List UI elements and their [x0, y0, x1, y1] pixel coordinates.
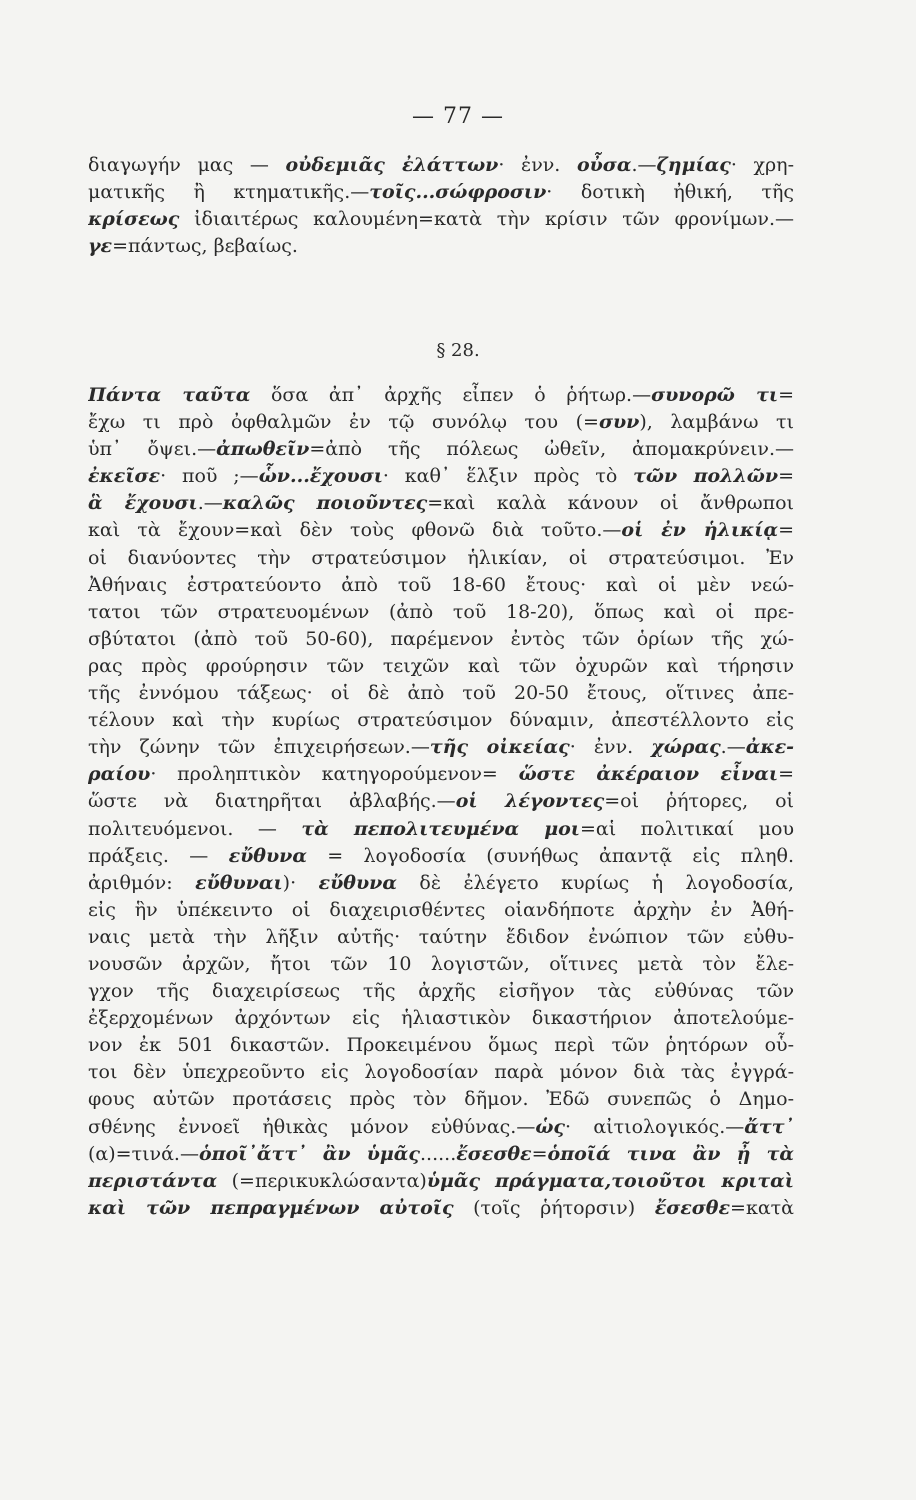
text-line [88, 382, 794, 409]
gloss-text: ἰδιαιτέρως καλουμένη=κατὰ τὴν κρίσιν τῶν φρονίμων.— [179, 208, 794, 231]
headword-term: οἱ ἐν ἡλικίᾳ [621, 519, 779, 542]
gloss-text: (τοῖς ῥήτορσιν) [453, 1196, 655, 1219]
headword-term: ὁποῖ᾽ἄττ᾽ ἂν ὑμᾶς [198, 1142, 420, 1165]
text-line [88, 978, 794, 1005]
paragraph-gloss-continuation [88, 152, 794, 260]
text-line [88, 843, 794, 870]
gloss-text: γχον τῆς διαχειρίσεως τῆς ἀρχῆς εἰσῆγον τὰς εὐθύνας τῶν [88, 980, 794, 1003]
text-line [88, 870, 794, 897]
gloss-text: ὅσα ἀπ᾽ ἀρχῆς εἶπεν ὁ ῥήτωρ.— [250, 384, 652, 406]
text-line [88, 436, 794, 463]
text-line [88, 1005, 794, 1032]
headword-term: γε [88, 235, 113, 258]
gloss-text: ματικῆς ἢ κτηματικῆς.— [88, 181, 370, 204]
text-line [88, 517, 794, 544]
headword-term: συν [598, 411, 640, 434]
headword-term: ἃ ἔχουσι [88, 492, 198, 515]
gloss-text: Ἀθήναις ἐστρατεύοντο ἀπὸ τοῦ 18-60 ἔτους· καὶ οἱ μὲν νεώ- [88, 573, 794, 596]
gloss-text: δὲ ἐλέγετο κυρίως ἡ λογοδοσία, [396, 871, 794, 894]
text-line [88, 1168, 794, 1195]
gloss-text: τατοι τῶν στρατευομένων (ἀπὸ τοῦ 18-20), ὅπως καὶ οἱ πρε- [88, 600, 794, 623]
text-line [88, 545, 794, 572]
text-line [88, 1141, 794, 1168]
gloss-text: =καὶ καλὰ κάνουν οἱ ἄνθρωποι [427, 492, 794, 515]
gloss-text: ἔχω τι πρὸ ὀφθαλμῶν ἐν τῷ συνόλῳ του (= [88, 411, 599, 434]
headword-term: τὰ πεπολιτευμένα μοι [301, 817, 580, 840]
gloss-text: · δοτικὴ ἠθική, τῆς [546, 181, 794, 204]
headword-term: ἄττ᾽ [744, 1115, 794, 1138]
gloss-text: φους αὐτῶν προτάσεις πρὸς τὸν δῆμον. Ἐδῶ συνεπῶς ὁ Δημο- [88, 1088, 794, 1111]
text-line [88, 152, 794, 179]
headword-term: Πάντα ταῦτα [88, 384, 251, 406]
gloss-text: · χρη- [730, 154, 794, 176]
gloss-text: · αἰτιολογικός.— [565, 1115, 745, 1138]
gloss-text: · καθ᾽ ἕλξιν πρὸς τὸ [382, 465, 634, 488]
headword-term: τῶν πολλῶν [633, 465, 779, 488]
text-line [88, 1195, 794, 1222]
gloss-text: =πάντως, βεβαίως. [112, 235, 298, 258]
gloss-text: =κατὰ [730, 1196, 794, 1219]
gloss-text: =αἱ πολιτικαί μου [579, 817, 794, 840]
headword-term: τοῖς...σώφροσιν [369, 181, 547, 204]
headword-term: συνορῶ τι [651, 384, 779, 406]
gloss-text: (α)=τινά.— [88, 1142, 199, 1165]
gloss-text: οἱ διανύοντες τὴν στρατεύσιμον ἡλικίαν, οἱ στρατεύσιμοι. Ἐν [88, 546, 794, 569]
headword-term: ἔσεσθε [456, 1142, 532, 1165]
text-line [88, 897, 794, 924]
text-line [88, 626, 794, 653]
gloss-text: τέλουν καὶ τὴν κυρίως στρατεύσιμον δύναμιν, ἀπεστέλλοντο εἰς [88, 709, 794, 732]
gloss-text: νουσῶν ἀρχῶν, ἤτοι τῶν 10 λογιστῶν, οἵτινες μετὰ τὸν ἔλε- [88, 952, 794, 975]
gloss-text: = [778, 465, 794, 488]
text-line [88, 599, 794, 626]
gloss-text: · προληπτικὸν κατηγορούμενον= [150, 763, 519, 786]
section-heading: § 28. [436, 340, 480, 361]
text-line [88, 409, 794, 436]
gloss-text: .— [631, 154, 657, 176]
text-line [88, 680, 794, 707]
text-line [88, 490, 794, 517]
headword-term: περιστάντα [88, 1169, 218, 1192]
headword-term: κρίσεως [88, 208, 180, 231]
gloss-text: νον ἐκ 501 δικαστῶν. Προκειμένου ὅμως περὶ τῶν ῥητόρων οὗ- [88, 1034, 794, 1057]
gloss-text: εἰς ἣν ὑπέκειντο οἱ διαχειρισθέντες οἱανδήποτε ἀρχὴν ἐν Ἀθή- [88, 898, 794, 921]
gloss-text: τοι δὲν ὑπεχρεοῦντο εἰς λογοδοσίαν παρὰ μόνον διὰ τὰς ἐγγρά- [88, 1061, 794, 1084]
headword-term: ἀπωθεῖν [216, 438, 310, 461]
headword-term: οὐδεμιᾶς ἐλάττων [285, 154, 499, 176]
gloss-text: ...... [420, 1142, 457, 1165]
headword-term: ὧν...ἔχουσι [258, 465, 383, 488]
gloss-text: ), λαμβάνω τι [639, 411, 794, 434]
text-line [88, 816, 794, 843]
headword-term: καὶ τῶν πεπραγμένων αὐτοῖς [88, 1196, 454, 1219]
paragraph-section-28 [88, 382, 794, 1222]
text-line [88, 206, 794, 233]
gloss-text: πολιτευόμενοι. — [88, 817, 302, 840]
text-line [88, 463, 794, 490]
gloss-text: · ποῦ ;— [160, 465, 259, 488]
gloss-text: )· [282, 871, 319, 894]
text-line [88, 179, 794, 206]
text-line [88, 572, 794, 599]
text-line [88, 1059, 794, 1086]
headword-term: ὥστε ἀκέραιον εἶναι [518, 763, 779, 786]
gloss-text: σβύτατοι (ἀπὸ τοῦ 50-60), παρέμενον ἐντὸς τῶν ὁρίων τῆς χώ- [88, 627, 794, 650]
gloss-text: .— [197, 492, 223, 515]
gloss-text: =ἀπὸ τῆς πόλεως ὠθεῖν, ἀπομακρύνειν.— [309, 438, 794, 461]
gloss-text: = [778, 384, 794, 406]
text-line [88, 653, 794, 680]
gloss-text: ὥστε νὰ διατηρῆται ἀβλαβής.— [88, 790, 456, 813]
page-number: — 77 — [412, 104, 504, 129]
headword-term: ζημίας [656, 154, 731, 176]
gloss-text: = [778, 519, 794, 542]
headword-term: ὡς [535, 1115, 566, 1138]
gloss-text: · ἐνν. [498, 154, 577, 176]
headword-term: οὖσα [576, 154, 632, 176]
headword-term: εὔθυνα [228, 844, 307, 867]
gloss-text: τὴν ζώνην τῶν ἐπιχειρήσεων.— [88, 736, 430, 759]
gloss-text: ναις μετὰ τὴν λῆξιν αὐτῆς· ταύτην ἔδιδον ἐνώπιον τῶν εὐθυ- [88, 925, 794, 948]
gloss-text: ἀριθμόν: [88, 871, 196, 894]
gloss-text: = [531, 1142, 548, 1165]
headword-term: ἀκε- [745, 736, 794, 759]
text-line [88, 761, 794, 788]
text-line [88, 233, 794, 260]
gloss-text: διαγωγήν μας — [88, 154, 286, 176]
headword-term: τῆς οἰκείας [429, 736, 570, 759]
text-line [88, 734, 794, 761]
gloss-text: ρας πρὸς φρούρησιν τῶν τειχῶν καὶ τῶν ὀχυρῶν καὶ τήρησιν [88, 654, 794, 677]
gloss-text: · ἐνν. [569, 736, 652, 759]
gloss-text: καὶ τὰ ἔχουν=καὶ δὲν τοὺς φθονῶ διὰ τοῦτο.— [88, 519, 622, 542]
headword-term: εὔθυναι [195, 871, 283, 894]
text-line [88, 951, 794, 978]
text-line [88, 1114, 794, 1141]
headword-term: εὔθυνα [318, 871, 397, 894]
text-line [88, 707, 794, 734]
headword-term: ὑμᾶς πράγματα,τοιοῦτοι κριταὶ [426, 1169, 794, 1192]
text-line [88, 1032, 794, 1059]
headword-term: ραίου [88, 763, 151, 786]
text-line [88, 1086, 794, 1113]
gloss-text: = λογοδοσία (συνήθως ἀπαντᾷ εἰς πληθ. [306, 844, 794, 867]
text-line [88, 924, 794, 951]
gloss-text: ἐξερχομένων ἀρχόντων εἰς ἡλιαστικὸν δικαστήριον ἀποτελούμε- [88, 1007, 794, 1030]
gloss-text: =οἱ ῥήτορες, οἱ [604, 790, 794, 813]
gloss-text: σθένης ἐννοεῖ ἠθικὰς μόνον εὐθύνας.— [88, 1115, 536, 1138]
gloss-text: .— [720, 736, 746, 759]
gloss-text: πράξεις. — [88, 844, 229, 867]
gloss-text: ὑπ᾽ ὄψει.— [88, 438, 217, 461]
headword-term: ὁποῖά τινα ἂν ᾖ τὰ [547, 1142, 794, 1165]
headword-term: οἱ λέγοντες [455, 790, 605, 813]
headword-term: ἔσεσθε [654, 1196, 731, 1219]
gloss-text: = [778, 763, 794, 786]
gloss-text: (=περικυκλώσαντα) [217, 1169, 427, 1192]
text-line [88, 788, 794, 815]
gloss-text: τῆς ἐννόμου τάξεως· οἱ δὲ ἀπὸ τοῦ 20-50 ἔτους, οἵτινες ἀπε- [88, 682, 794, 705]
headword-term: καλῶς ποιοῦντες [222, 492, 428, 515]
headword-term: ἐκεῖσε [88, 465, 161, 488]
headword-term: χώρας [651, 736, 721, 759]
